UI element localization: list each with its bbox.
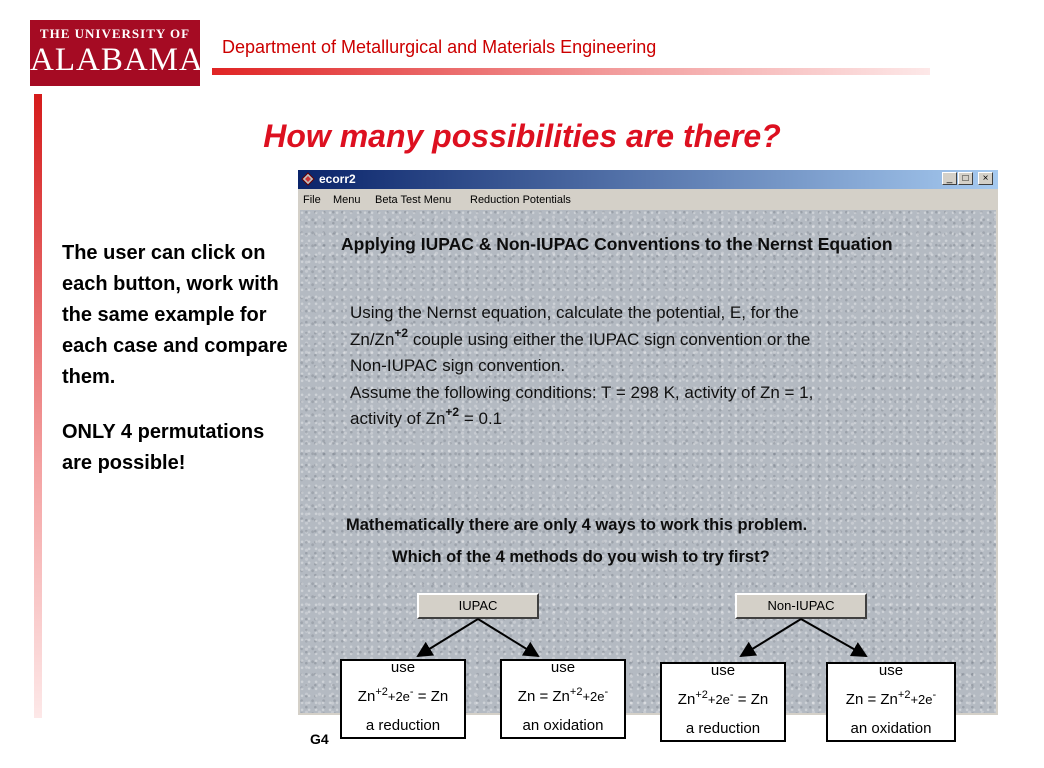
iupac-oxidation-option[interactable] <box>500 659 626 739</box>
window-titlebar[interactable] <box>298 170 998 189</box>
question-line-1: Mathematically there are only 4 ways to work this problem. <box>346 516 808 534</box>
box-use-label: use <box>878 662 904 679</box>
non-iupac-button[interactable]: Non-IUPAC <box>735 593 867 619</box>
menu-menu[interactable]: Menu <box>333 194 361 206</box>
problem-line-4: Assume the following conditions: T = 298 K, activity of Zn = 1, <box>350 382 814 402</box>
box-use-label: use <box>390 659 416 676</box>
window-title: ecorr2 <box>319 172 356 186</box>
iupac-reduction-option[interactable] <box>340 659 466 739</box>
content-heading: Applying IUPAC & Non-IUPAC Conventions to the Nernst Equation <box>341 234 893 254</box>
box-kind-label: a reduction <box>685 720 761 737</box>
problem-line-1: Using the Nernst equation, calculate the potential, E, for the <box>350 303 799 322</box>
menu-bar <box>298 191 998 209</box>
menu-reduction-potentials[interactable]: Reduction Potentials <box>470 194 571 206</box>
body-paragraph-1: The user can click on each button, work with the same example for each case and compare them. <box>62 242 288 388</box>
problem-line-5: activity of $Zn^{+2} = 0.1$ <box>350 405 503 428</box>
iupac-button[interactable]: IUPAC <box>417 593 539 619</box>
box-kind-label: an oxidation <box>850 720 932 737</box>
header-rule <box>212 68 930 75</box>
box-kind-label: a reduction <box>365 717 441 734</box>
slide-title: How many possibilities are there? <box>263 118 781 154</box>
slide-body <box>62 238 294 503</box>
problem-line-3: Non-IUPAC sign convention. <box>350 356 566 375</box>
menu-beta-test[interactable]: Beta Test Menu <box>375 194 452 206</box>
oxidation-equation: $Zn = Zn^{+2}+2e^-$ <box>517 686 609 705</box>
screen-id-label: G4 <box>310 731 329 747</box>
maximize-button[interactable]: □ <box>958 172 973 185</box>
body-paragraph-2: ONLY 4 permutations are possible! <box>62 421 265 474</box>
app-icon <box>301 172 315 186</box>
reduction-equation: $Zn^{+2}+2e^- = Zn$ <box>677 689 769 708</box>
university-logo <box>30 20 204 86</box>
problem-line-2: $Zn/Zn^{+2}$ couple using either the IUPAC sign convention or the <box>350 325 811 349</box>
box-use-label: use <box>710 662 736 679</box>
question-line-2: Which of the 4 methods do you wish to try first? <box>392 548 770 566</box>
logo-line-2: ALABAMA <box>30 42 204 78</box>
menu-file[interactable]: File <box>303 194 321 206</box>
reduction-equation: $Zn^{+2}+2e^- = Zn$ <box>357 686 449 705</box>
branch-arrows <box>300 210 996 713</box>
window-content <box>300 210 996 747</box>
logo-line-1: THE UNIVERSITY OF <box>39 26 191 41</box>
close-button[interactable]: × <box>978 172 993 185</box>
side-rule <box>34 94 42 718</box>
app-window <box>298 170 998 747</box>
box-use-label: use <box>550 659 576 676</box>
box-kind-label: an oxidation <box>522 717 604 734</box>
minimize-button[interactable]: _ <box>942 172 957 185</box>
oxidation-equation: $Zn = Zn^{+2}+2e^-$ <box>845 689 937 708</box>
non-iupac-reduction-option[interactable] <box>660 662 786 742</box>
non-iupac-oxidation-option[interactable] <box>826 662 956 742</box>
department-name: Department of Metallurgical and Materials Engineering <box>222 37 657 57</box>
